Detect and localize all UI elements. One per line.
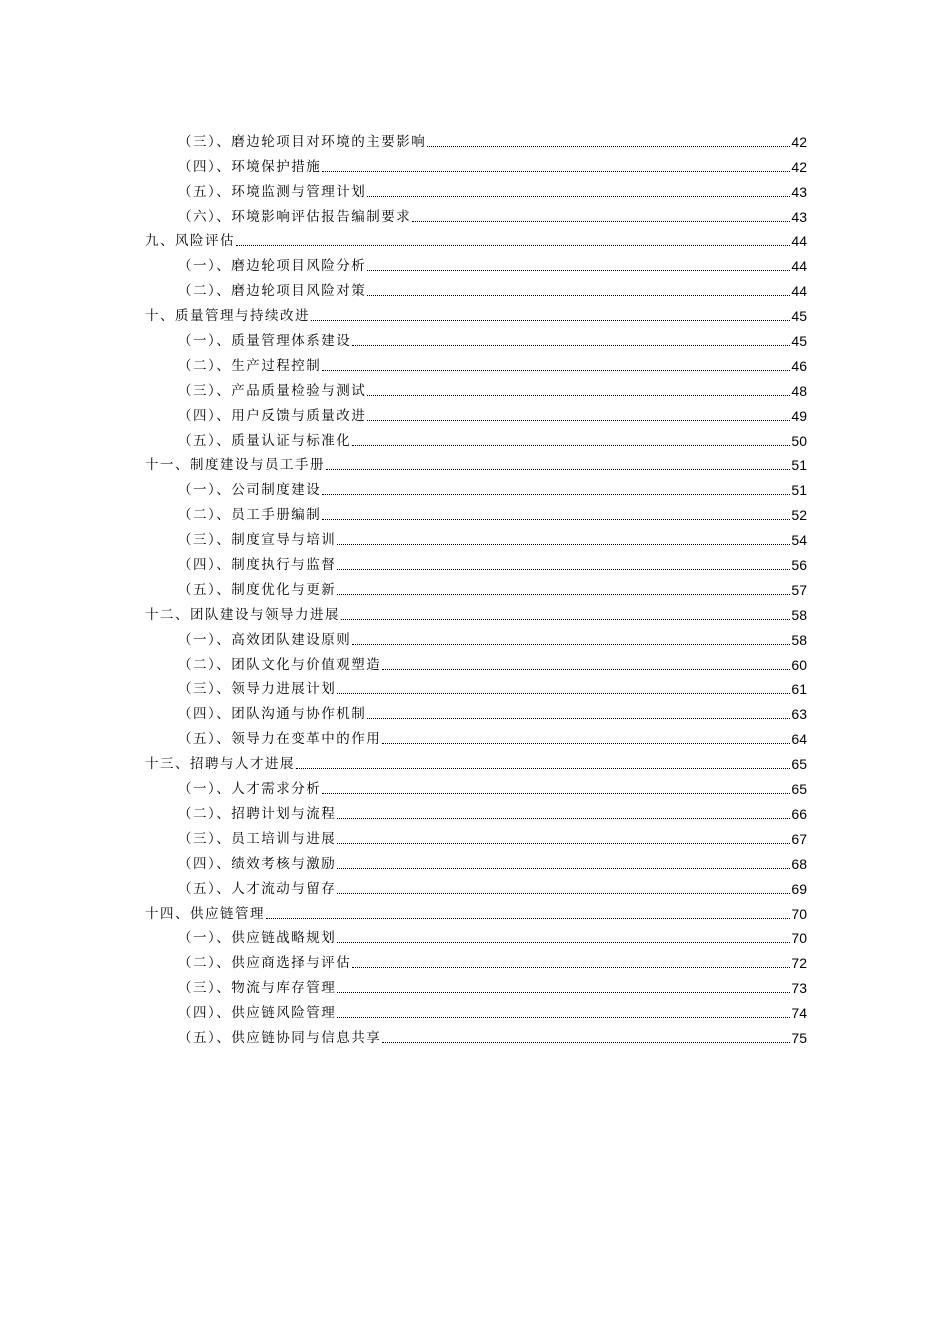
toc-dot-leader bbox=[382, 669, 790, 670]
toc-entry-title: （四）、供应链风险管理 bbox=[178, 1005, 337, 1022]
toc-page-number: 42 bbox=[791, 158, 807, 175]
toc-page-number: 44 bbox=[791, 233, 807, 250]
toc-dot-leader bbox=[341, 619, 790, 620]
toc-dot-leader bbox=[337, 693, 790, 694]
toc-entry-title: （二）、团队文化与价值观塑造 bbox=[178, 656, 382, 673]
toc-section-entry[interactable] bbox=[145, 574, 807, 599]
toc-entry-title: （五）、领导力在变革中的作用 bbox=[178, 731, 382, 748]
toc-entry-title: （五）、质量认证与标准化 bbox=[178, 432, 352, 449]
toc-page-number: 70 bbox=[791, 905, 807, 922]
toc-page-number: 73 bbox=[791, 980, 807, 997]
toc-dot-leader bbox=[236, 245, 790, 246]
toc-section-entry[interactable] bbox=[145, 1022, 807, 1047]
toc-dot-leader bbox=[367, 270, 790, 271]
toc-entry-title: （二）、供应商选择与评估 bbox=[178, 955, 352, 972]
toc-page-number: 58 bbox=[791, 606, 807, 623]
toc-chapter-entry[interactable] bbox=[145, 748, 807, 773]
toc-dot-leader bbox=[367, 718, 790, 719]
toc-entry-title: 九、风险评估 bbox=[145, 233, 235, 250]
toc-dot-leader bbox=[337, 868, 790, 869]
toc-dot-leader bbox=[266, 918, 790, 919]
toc-page-number: 45 bbox=[791, 308, 807, 325]
toc-dot-leader bbox=[382, 743, 790, 744]
toc-dot-leader bbox=[352, 967, 790, 968]
toc-section-entry[interactable] bbox=[145, 972, 807, 997]
toc-entry-title: （五）、供应链协同与信息共享 bbox=[178, 1029, 382, 1046]
toc-dot-leader bbox=[311, 320, 790, 321]
toc-page-number: 63 bbox=[791, 706, 807, 723]
toc-entry-title: （二）、招聘计划与流程 bbox=[178, 805, 337, 822]
toc-section-entry[interactable] bbox=[145, 400, 807, 425]
toc-dot-leader bbox=[322, 494, 790, 495]
toc-section-entry[interactable] bbox=[145, 474, 807, 499]
toc-section-entry[interactable] bbox=[145, 524, 807, 549]
toc-section-entry[interactable] bbox=[145, 649, 807, 674]
toc-entry-title: 十三、招聘与人才进展 bbox=[145, 756, 295, 773]
toc-section-entry[interactable] bbox=[145, 151, 807, 176]
toc-dot-leader bbox=[337, 544, 790, 545]
toc-section-entry[interactable] bbox=[145, 674, 807, 699]
toc-section-entry[interactable] bbox=[145, 798, 807, 823]
toc-section-entry[interactable] bbox=[145, 250, 807, 275]
toc-entry-title: （四）、团队沟通与协作机制 bbox=[178, 706, 367, 723]
toc-entry-title: （二）、生产过程控制 bbox=[178, 357, 322, 374]
toc-entry-title: （四）、制度执行与监督 bbox=[178, 557, 337, 574]
toc-section-entry[interactable] bbox=[145, 823, 807, 848]
toc-page-number: 65 bbox=[791, 756, 807, 773]
toc-section-entry[interactable] bbox=[145, 176, 807, 201]
toc-page-number: 49 bbox=[791, 407, 807, 424]
toc-section-entry[interactable] bbox=[145, 947, 807, 972]
toc-section-entry[interactable] bbox=[145, 350, 807, 375]
toc-dot-leader bbox=[352, 445, 790, 446]
toc-entry-title: （六）、环境影响评估报告编制要求 bbox=[178, 208, 412, 225]
toc-section-entry[interactable] bbox=[145, 499, 807, 524]
toc-page-number: 58 bbox=[791, 631, 807, 648]
toc-entry-title: （三）、员工培训与进展 bbox=[178, 830, 337, 847]
toc-entry-title: （二）、员工手册编制 bbox=[178, 507, 322, 524]
toc-chapter-entry[interactable] bbox=[145, 599, 807, 624]
toc-dot-leader bbox=[322, 793, 790, 794]
toc-entry-title: （一）、公司制度建设 bbox=[178, 482, 322, 499]
toc-dot-leader bbox=[352, 644, 790, 645]
toc-dot-leader bbox=[337, 594, 790, 595]
toc-page-number: 52 bbox=[791, 507, 807, 524]
toc-section-entry[interactable] bbox=[145, 325, 807, 350]
toc-dot-leader bbox=[296, 768, 790, 769]
toc-section-entry[interactable] bbox=[145, 997, 807, 1022]
toc-page-number: 69 bbox=[791, 880, 807, 897]
toc-entry-title: （一）、供应链战略规划 bbox=[178, 930, 337, 947]
toc-section-entry[interactable] bbox=[145, 923, 807, 948]
toc-entry-title: （三）、产品质量检验与测试 bbox=[178, 382, 367, 399]
toc-page-number: 64 bbox=[791, 731, 807, 748]
toc-page-number: 56 bbox=[791, 557, 807, 574]
toc-section-entry[interactable] bbox=[145, 848, 807, 873]
toc-page-number: 44 bbox=[791, 258, 807, 275]
toc-page-number: 43 bbox=[791, 208, 807, 225]
toc-entry-title: （三）、领导力进展计划 bbox=[178, 681, 337, 698]
toc-dot-leader bbox=[337, 992, 790, 993]
toc-page-number: 43 bbox=[791, 183, 807, 200]
toc-page-number: 44 bbox=[791, 283, 807, 300]
toc-page-number: 74 bbox=[791, 1005, 807, 1022]
toc-dot-leader bbox=[337, 893, 790, 894]
toc-entry-title: （三）、制度宣导与培训 bbox=[178, 532, 337, 549]
toc-entry-title: （一）、高效团队建设原则 bbox=[178, 631, 352, 648]
toc-dot-leader bbox=[367, 395, 790, 396]
toc-page-number: 67 bbox=[791, 830, 807, 847]
toc-section-entry[interactable] bbox=[145, 873, 807, 898]
toc-dot-leader bbox=[412, 221, 790, 222]
toc-chapter-entry[interactable] bbox=[145, 450, 807, 475]
toc-page-number: 51 bbox=[791, 457, 807, 474]
toc-dot-leader bbox=[382, 1042, 790, 1043]
toc-entry-title: （一）、磨边轮项目风险分析 bbox=[178, 258, 367, 275]
table-of-contents bbox=[145, 126, 807, 1047]
toc-section-entry[interactable] bbox=[145, 275, 807, 300]
toc-page-number: 60 bbox=[791, 656, 807, 673]
toc-dot-leader bbox=[326, 469, 790, 470]
toc-dot-leader bbox=[337, 942, 790, 943]
toc-entry-title: （四）、绩效考核与激励 bbox=[178, 855, 337, 872]
toc-dot-leader bbox=[352, 345, 790, 346]
toc-page-number: 57 bbox=[791, 581, 807, 598]
toc-page-number: 50 bbox=[791, 432, 807, 449]
toc-entry-title: （四）、用户反馈与质量改进 bbox=[178, 407, 367, 424]
toc-dot-leader bbox=[337, 1017, 790, 1018]
toc-entry-title: 十一、制度建设与员工手册 bbox=[145, 457, 325, 474]
toc-section-entry[interactable] bbox=[145, 698, 807, 723]
toc-dot-leader bbox=[322, 519, 790, 520]
toc-page-number: 54 bbox=[791, 532, 807, 549]
toc-dot-leader bbox=[337, 843, 790, 844]
toc-entry-title: 十四、供应链管理 bbox=[145, 905, 265, 922]
toc-entry-title: （三）、物流与库存管理 bbox=[178, 980, 337, 997]
toc-section-entry[interactable] bbox=[145, 201, 807, 226]
toc-page-number: 48 bbox=[791, 382, 807, 399]
toc-section-entry[interactable] bbox=[145, 624, 807, 649]
toc-dot-leader bbox=[367, 420, 790, 421]
toc-section-entry[interactable] bbox=[145, 375, 807, 400]
toc-section-entry[interactable] bbox=[145, 126, 807, 151]
toc-entry-title: （五）、制度优化与更新 bbox=[178, 581, 337, 598]
toc-page-number: 51 bbox=[791, 482, 807, 499]
toc-page-number: 46 bbox=[791, 357, 807, 374]
toc-chapter-entry[interactable] bbox=[145, 300, 807, 325]
toc-section-entry[interactable] bbox=[145, 773, 807, 798]
toc-section-entry[interactable] bbox=[145, 723, 807, 748]
toc-page-number: 66 bbox=[791, 805, 807, 822]
toc-page-number: 70 bbox=[791, 930, 807, 947]
toc-entry-title: （五）、人才流动与留存 bbox=[178, 880, 337, 897]
toc-dot-leader bbox=[322, 370, 790, 371]
toc-chapter-entry[interactable] bbox=[145, 898, 807, 923]
toc-dot-leader bbox=[427, 146, 790, 147]
toc-chapter-entry[interactable] bbox=[145, 226, 807, 251]
toc-entry-title: （四）、环境保护措施 bbox=[178, 158, 322, 175]
toc-dot-leader bbox=[322, 171, 790, 172]
toc-dot-leader bbox=[337, 569, 790, 570]
toc-dot-leader bbox=[337, 818, 790, 819]
toc-page-number: 45 bbox=[791, 333, 807, 350]
toc-entry-title: （三）、磨边轮项目对环境的主要影响 bbox=[178, 133, 427, 150]
toc-dot-leader bbox=[367, 295, 790, 296]
toc-entry-title: （一）、质量管理体系建设 bbox=[178, 333, 352, 350]
toc-entry-title: （二）、磨边轮项目风险对策 bbox=[178, 283, 367, 300]
toc-page-number: 61 bbox=[791, 681, 807, 698]
toc-entry-title: 十二、团队建设与领导力进展 bbox=[145, 606, 340, 623]
toc-page-number: 72 bbox=[791, 955, 807, 972]
toc-section-entry[interactable] bbox=[145, 549, 807, 574]
toc-dot-leader bbox=[367, 196, 790, 197]
toc-page-number: 75 bbox=[791, 1029, 807, 1046]
toc-entry-title: （五）、环境监测与管理计划 bbox=[178, 183, 367, 200]
toc-entry-title: 十、质量管理与持续改进 bbox=[145, 308, 310, 325]
toc-page-number: 42 bbox=[791, 133, 807, 150]
toc-section-entry[interactable] bbox=[145, 425, 807, 450]
toc-page-number: 68 bbox=[791, 855, 807, 872]
toc-page-number: 65 bbox=[791, 781, 807, 798]
toc-entry-title: （一）、人才需求分析 bbox=[178, 781, 322, 798]
